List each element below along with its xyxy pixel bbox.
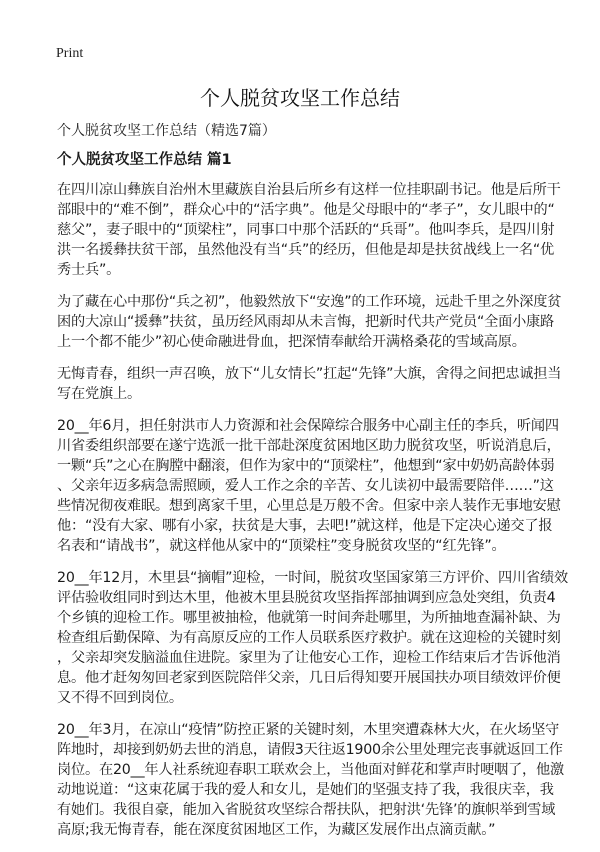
paragraph-line: 他：“没有大家、哪有小家，扶贫是大事，去吧!”就这样，他是下定决心递交了报 xyxy=(57,518,553,534)
paragraph-line: 在四川凉山彝族自治州木里藏族自治县后所乡有这样一位挂职副书记。他是后所干 xyxy=(57,182,561,198)
paragraph xyxy=(57,416,567,556)
paragraph-line: 高原;我无悔青春，能在深度贫困地区工作，为藏区发展作出点滴贡献。” xyxy=(57,822,496,838)
paragraph-line: 岗位。在20__年人社系统迎春职工联欢会上，当他面对鲜花和掌声时哽咽了，他激 xyxy=(57,762,565,778)
article-body xyxy=(57,150,567,852)
paragraph xyxy=(57,568,567,708)
paragraph xyxy=(57,364,567,404)
subtitle: 个人脱贫攻坚工作总结（精选7篇） xyxy=(57,123,276,139)
paragraph xyxy=(57,720,567,840)
paragraph-line: 阵地时，却接到奶奶去世的消息，请假3天往返1900余公里处理完丧事就返回工作 xyxy=(57,742,563,758)
paragraph xyxy=(57,180,567,280)
section-heading: 个人脱贫攻坚工作总结 篇1 xyxy=(57,152,232,168)
paragraph-line: 动地说道：“这束花属于我的爱人和女儿，是她们的坚强支持了我，我很庆幸，我 xyxy=(57,782,554,798)
paragraph-line: 无悔青春，组织一声召唤，放下“儿女情长”扛起“先锋”大旗，舍得之间把忠诚担当 xyxy=(57,366,562,382)
paragraph-line: 20__年12月，木里县“摘帽”迎检，一时间，脱贫攻坚国家第三方评价、四川省绩效 xyxy=(57,570,568,586)
paragraph-line: 又不得不回到岗位。 xyxy=(57,690,183,706)
paragraph-line: 写在党旗上。 xyxy=(57,386,141,402)
paragraph-line: 20__年6月，担任射洪市人力资源和社会保障综合服务中心副主任的李兵，听闻四 xyxy=(57,418,559,434)
page-title: 个人脱贫攻坚工作总结 xyxy=(200,86,400,110)
paragraph-line: 部眼中的“难不倒”，群众心中的“活字典”。他是父母眼中的“孝子”，女儿眼中的“ xyxy=(57,202,555,218)
paragraphs xyxy=(57,180,567,840)
paragraph-line: 洪一名援彝扶贫干部，虽然他没有当“兵”的经历，但他是却是扶贫战线上一名“优 xyxy=(57,242,555,258)
paragraph-line: 上一个都不能少”初心使命融进骨血，把深情奉献给开满格桑花的雪域高原。 xyxy=(57,334,526,350)
paragraph-line: 一颗“兵”之心在胸膛中翻滚，但作为家中的“顶梁柱”，他想到“家中奶奶高龄体弱 xyxy=(57,458,555,474)
paragraph-line: 秀士兵”。 xyxy=(57,262,121,278)
paragraph-line: 有她们。我很自豪，能加入省脱贫攻坚综合帮扶队，把射洪‘先锋’的旗帜举到雪域 xyxy=(57,802,556,818)
print-link[interactable]: Print xyxy=(56,46,84,61)
paragraph-line: 困的大凉山“援彝”扶贫，虽历经风雨却从未言悔，把新时代共产党员“全面小康路 xyxy=(57,314,555,330)
paragraph-line: 20__年3月，在凉山“疫情”防控正紧的关键时刻，木里突遭森林大火，在火场坚守 xyxy=(57,722,560,738)
paragraph-line: 息。他才赶匆匆回老家到医院陪伴父亲，几日后得知要开展国扶办项目绩效评价便 xyxy=(57,670,561,686)
paragraph-line: ，父亲却突发脑溢血住进院。家里为了让他安心工作，迎检工作结束后才告诉他消 xyxy=(57,650,561,666)
paragraph-line: 检查组后勤保障、为有高原反应的工作人员联系医疗救护。就在这迎检的关键时刻 xyxy=(57,630,561,646)
paragraph-line: 个乡镇的迎检工作。哪里被抽检，他就第一时间奔赴哪里，为所抽地查漏补缺、为 xyxy=(57,610,561,626)
paragraph-line: 为了藏在心中那份“兵之初”，他毅然放下“安逸”的工作环境，远赴千里之外深度贫 xyxy=(57,294,562,310)
paragraph-line: 评估验收组同时到达木里，他被木里县脱贫攻坚指挥部抽调到应急处突组，负责4 xyxy=(57,590,556,606)
paragraph-line: 慈父”，妻子眼中的“顶梁柱”，同事口中那个活跃的“兵哥”。他叫李兵，是四川射 xyxy=(57,222,555,238)
paragraph xyxy=(57,292,567,352)
paragraph-line: 名表和“请战书”，就这样他从家中的“顶梁柱”变身脱贫攻坚的“红先锋”。 xyxy=(57,538,506,554)
paragraph-line: 、父亲年迈多病急需照顾，爱人工作之余的辛苦、女儿读初中最需要陪伴……”这 xyxy=(57,478,554,494)
paragraph-line: 川省委组织部要在遂宁选派一批干部赴深度贫困地区助力脱贫攻坚，听说消息后， xyxy=(57,438,561,454)
paragraph-line: 些情况彻夜难眠。想到离家千里，心里总是万般不舍。但家中亲人装作无事地安慰 xyxy=(57,498,561,514)
